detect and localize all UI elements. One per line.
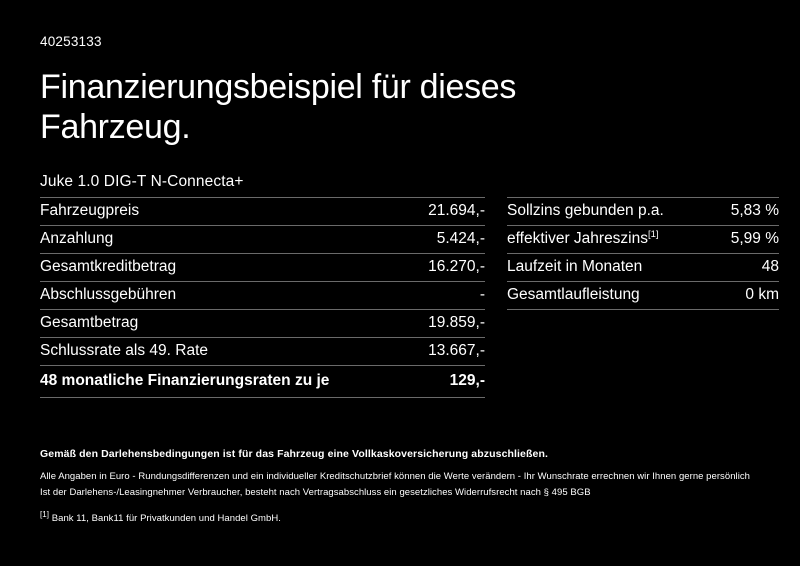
table-row: [40, 282, 485, 310]
row-label: Schlussrate als 49. Rate: [40, 338, 412, 366]
finance-table-left: [40, 197, 485, 398]
row-value: 21.694,-: [412, 198, 485, 226]
row-label: Anzahlung: [40, 226, 412, 254]
finance-tables: [40, 197, 779, 398]
row-label: Fahrzeugpreis: [40, 198, 412, 226]
footnote-line-3: [40, 509, 760, 524]
footnotes-block: [40, 448, 760, 524]
footnote-marker: [1]: [40, 509, 50, 519]
table-row: [40, 254, 485, 282]
row-label: 48 monatliche Finanzierungsraten zu je: [40, 366, 412, 398]
row-label: Gesamtbetrag: [40, 310, 412, 338]
finance-table-left-wrapper: [40, 197, 485, 398]
row-value: 129,-: [412, 366, 485, 398]
document-id: 40253133: [40, 34, 102, 49]
row-value: 48: [715, 254, 779, 282]
table-row: [507, 226, 779, 254]
footnote-line-2: Ist der Darlehens-/Leasingnehmer Verbraucher, besteht nach Vertragsabschluss ein gesetzliches Widerrufsrecht nach § 495 BGB: [40, 486, 591, 498]
row-label: [507, 226, 715, 254]
vehicle-model-label: Juke 1.0 DIG-T N-Connecta+: [40, 173, 244, 191]
footnote-marker: [1]: [648, 229, 659, 241]
table-row: [507, 198, 779, 226]
row-label: Abschlussgebühren: [40, 282, 412, 310]
table-row-total: [40, 366, 485, 398]
row-label-text: Gesamtlaufleistung: [507, 286, 640, 304]
table-row: [40, 338, 485, 366]
row-value: 0 km: [715, 282, 779, 310]
row-value: 5,83 %: [715, 198, 779, 226]
footnote-insurance-notice: Gemäß den Darlehensbedingungen ist für das Fahrzeug eine Vollkaskoversicherung abzuschließen.: [40, 448, 548, 461]
table-row: [507, 254, 779, 282]
table-row: [40, 310, 485, 338]
row-value: 19.859,-: [412, 310, 485, 338]
row-label: Gesamtkreditbetrag: [40, 254, 412, 282]
footnote-bank-text: Bank 11, Bank11 für Privatkunden und Handel GmbH.: [51, 513, 281, 524]
table-row: [40, 226, 485, 254]
table-row: [40, 198, 485, 226]
finance-table-right: [507, 197, 779, 310]
row-value: 5,99 %: [715, 226, 779, 254]
finance-table-right-wrapper: [507, 197, 779, 310]
footnote-line-1: Alle Angaben in Euro - Rundungsdifferenzen und ein individueller Kreditschutzbrief können die Werte verändern - Ihr Wunschrate errechnen wir Ihnen gerne persönlich: [40, 471, 750, 483]
row-label: [507, 254, 715, 282]
page-title: Finanzierungsbeispiel für dieses Fahrzeug.: [40, 68, 517, 147]
row-label-text: effektiver Jahreszins: [507, 230, 648, 248]
row-label: [507, 198, 715, 226]
row-label-text: Sollzins gebunden p.a.: [507, 202, 664, 220]
row-value: -: [412, 282, 485, 310]
row-label-text: Laufzeit in Monaten: [507, 258, 643, 276]
row-value: 13.667,-: [412, 338, 485, 366]
row-label: [507, 282, 715, 310]
row-value: 5.424,-: [412, 226, 485, 254]
table-row: [507, 282, 779, 310]
row-value: 16.270,-: [412, 254, 485, 282]
